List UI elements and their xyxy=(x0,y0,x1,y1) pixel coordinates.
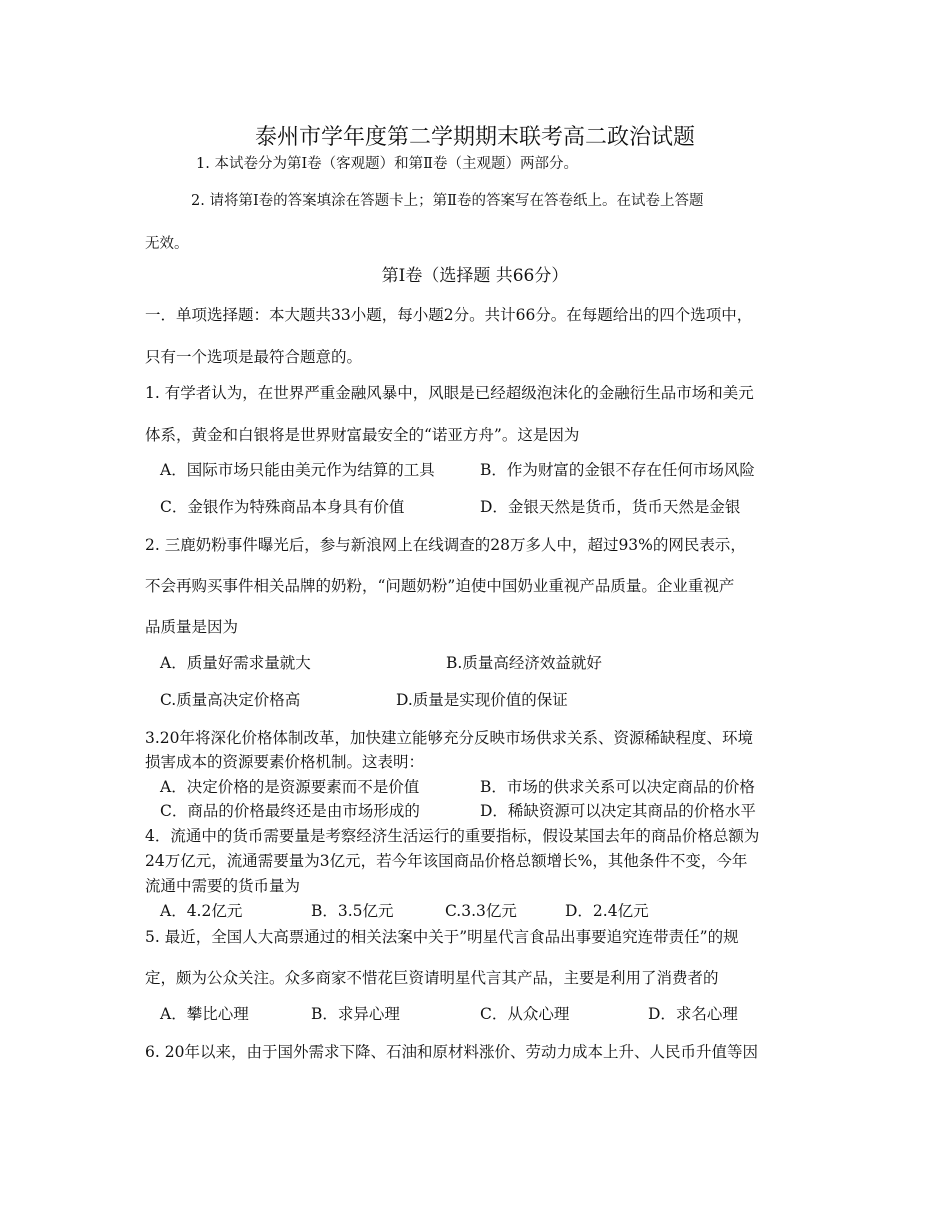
question-2-option-a: A．质量好需求量就大 xyxy=(160,654,311,672)
question-1-option-a: A．国际市场只能由美元作为结算的工具 xyxy=(160,461,435,479)
note-2-continued: 无效。 xyxy=(145,236,189,252)
question-1-option-b: B．作为财富的金银不存在任何市场风险 xyxy=(480,461,755,479)
question-3-option-b: B．市场的供求关系可以决定商品的价格 xyxy=(480,778,755,796)
question-4-stem: 4．流通中的货币需要量是考察经济生活运行的重要指标，假设某国去年的商品价格总额为 xyxy=(145,827,760,845)
question-4-option-c: C.3.3亿元 xyxy=(445,902,517,920)
question-4-option-a: A．4.2亿元 xyxy=(160,902,243,920)
page-title: 泰州市学年度第二学期期末联考高二政治试题 xyxy=(254,125,695,150)
question-2-stem: 品质量是因为 xyxy=(145,618,239,636)
question-1-stem: 1. 有学者认为，在世界严重金融风暴中，风眼是已经超级泡沫化的金融衍生品市场和美元 xyxy=(145,384,754,402)
note-1: 1. 本试卷分为第Ⅰ卷（客观题）和第Ⅱ卷（主观题）两部分。 xyxy=(196,156,579,172)
instructions-line-1: 一．单项选择题：本大题共33小题，每小题2分。共计66分。在每题给出的四个选项中， xyxy=(145,306,753,324)
question-3-stem: 3.20年将深化价格体制改革，加快建立能够充分反映市场供求关系、资源稀缺程度、环境 xyxy=(145,729,754,747)
question-2-stem: 2. 三鹿奶粉事件曝光后，参与新浪网上在线调查的28万多人中，超过93%的网民表示， xyxy=(145,536,746,554)
question-2-stem: 不会再购买事件相关品牌的奶粉，“问题奶粉”迫使中国奶业重视产品质量。企业重视产 xyxy=(145,577,735,595)
question-3-option-d: D．稀缺资源可以决定其商品的价格水平 xyxy=(480,802,756,820)
question-6-stem: 6. 20年以来，由于国外需求下降、石油和原材料涨价、劳动力成本上升、人民币升值等因 xyxy=(145,1043,758,1061)
question-3-option-c: C．商品的价格最终还是由市场形成的 xyxy=(160,802,420,820)
question-1-option-d: D．金银天然是货币，货币天然是金银 xyxy=(480,498,741,516)
question-5-option-b: B．求异心理 xyxy=(311,1005,400,1023)
question-5-option-d: D．求名心理 xyxy=(648,1005,738,1023)
question-4-stem: 24万亿元，流通需要量为3亿元，若今年该国商品价格总额增长%，其他条件不变，今年 xyxy=(145,852,748,870)
question-1-stem: 体系，黄金和白银将是世界财富最安全的“诺亚方舟”。这是因为 xyxy=(145,426,580,444)
question-2-option-c: C.质量高决定价格高 xyxy=(160,691,301,709)
section-title: 第Ⅰ卷（选择题 共66分） xyxy=(381,266,569,286)
question-3-stem: 损害成本的资源要素价格机制。这表明： xyxy=(145,753,425,771)
question-4-option-b: B．3.5亿元 xyxy=(311,902,394,920)
note-2: 2. 请将第Ⅰ卷的答案填涂在答题卡上；第Ⅱ卷的答案写在答卷纸上。在试卷上答题 xyxy=(191,193,704,209)
question-5-option-a: A．攀比心理 xyxy=(160,1005,249,1023)
instructions-line-2: 只有一个选项是最符合题意的。 xyxy=(145,348,363,366)
question-3-option-a: A．决定价格的是资源要素而不是价值 xyxy=(160,778,420,796)
question-4-stem: 流通中需要的货币量为 xyxy=(145,877,301,895)
question-1-option-c: C．金银作为特殊商品本身具有价值 xyxy=(160,498,405,516)
question-5-stem: 5. 最近，全国人大高票通过的相关法案中关于”明星代言食品出事要追究连带责任”的规 xyxy=(145,928,739,946)
question-4-option-d: D．2.4亿元 xyxy=(565,902,649,920)
question-5-stem: 定，颇为公众关注。众多商家不惜花巨资请明星代言其产品，主要是利用了消费者的 xyxy=(145,969,719,987)
question-5-option-c: C．从众心理 xyxy=(480,1005,570,1023)
question-2-option-b: B.质量高经济效益就好 xyxy=(446,654,602,672)
question-2-option-d: D.质量是实现价值的保证 xyxy=(396,691,568,709)
